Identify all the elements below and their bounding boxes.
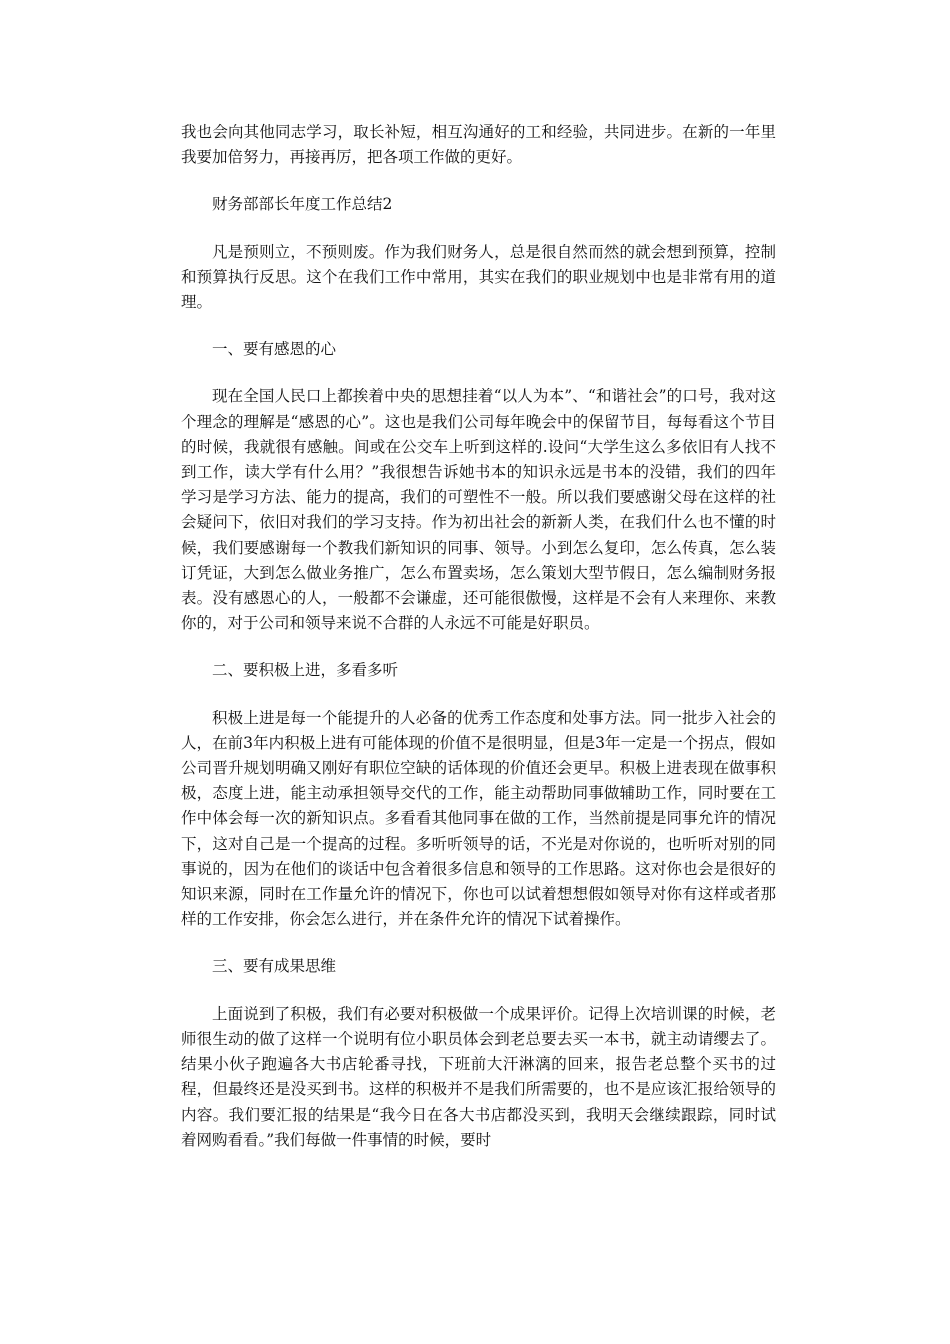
heading-gratitude: 一、要有感恩的心 — [212, 340, 337, 359]
paragraph-gratitude: 现在全国人民口上都挨着中央的思想挂着“以人为本”、“和谐社会”的口号，我对这个理念的理解是“感恩的心”。这也是我们公司每年晚会中的保留节目，每每看这个节目的时候，我就很有感触。间或在公交车上听到这样的.设问“大学生这么多依旧有人找不到工作，读大学有什么用？”我很想告诉她书本的知识永远是书本的没错，我们的四年学习是学习方法、能力的提高，我们的可塑性不一般。所以我们要感谢父母在这样的社会疑问下，依旧对我们的学习支持。作为初出社会的新新人类，在我们什么也不懂的时候，我们要感谢每一个教我们新知识的同事、领导。小到怎么复印，怎么传真，怎么装订凭证，大到怎么做业务推广，怎么布置卖场，怎么策划大型节假日，怎么编制财务报表。没有感恩心的人，一般都不会谦虚，还可能很傲慢，这样是不会有人来理你、来教你的，对于公司和领导来说不合群的人永远不可能是好职员。 — [181, 387, 776, 633]
paragraph-closing: 我也会向其他同志学习，取长补短，相互沟通好的工和经验，共同进步。在新的一年里我要加倍努力，再接再厉，把各项工作做的更好。 — [181, 123, 776, 167]
heading-results: 三、要有成果思维 — [212, 957, 337, 976]
section-title: 财务部部长年度工作总结2 — [212, 195, 393, 214]
paragraph-results: 上面说到了积极，我们有必要对积极做一个成果评价。记得上次培训课的时候，老师很生动的做了这样一个说明有位小职员体会到老总要去买一本书，就主动请缨去了。结果小伙子跑遍各大书店轮番寻找，下班前大汗淋漓的回来，报告老总整个买书的过程，但最终还是没买到书。这样的积极并不是我们所需要的，也不是应该汇报给领导的内容。我们要汇报的结果是“我今日在各大书店都没买到，我明天会继续跟踪，同时试着网购看看。”我们每做一件事情的时候，要时 — [181, 1004, 776, 1149]
paragraph-proactive: 积极上进是每一个能提升的人必备的优秀工作态度和处事方法。同一批步入社会的人，在前3年内积极上进有可能体现的价值不是很明显，但是3年一定是一个拐点，假如公司晋升规划明确又刚好有职位空缺的话体现的价值还会更早。积极上进表现在做事积极，态度上进，能主动承担领导交代的工作，能主动帮助同事做辅助工作，同时要在工作中体会每一次的新知识点。多看看其他同事在做的工作，当然前提是同事允许的情况下，这对自己是一个提高的过程。多听听领导的话，不光是对你说的，也听听对别的同事说的，因为在他们的谈话中包含着很多信息和领导的工作思路。这对你也会是很好的知识来源，同时在工作量允许的情况下，你也可以试着想想假如领导对你有这样或者那样的工作安排，你会怎么进行，并在条件允许的情况下试着操作。 — [181, 708, 776, 929]
heading-proactive: 二、要积极上进，多看多听 — [212, 661, 399, 680]
document-body — [181, 120, 776, 1175]
paragraph-intro: 凡是预则立，不预则废。作为我们财务人，总是很自然而然的就会想到预算，控制和预算执行反思。这个在我们工作中常用，其实在我们的职业规划中也是非常有用的道理。 — [181, 242, 776, 312]
